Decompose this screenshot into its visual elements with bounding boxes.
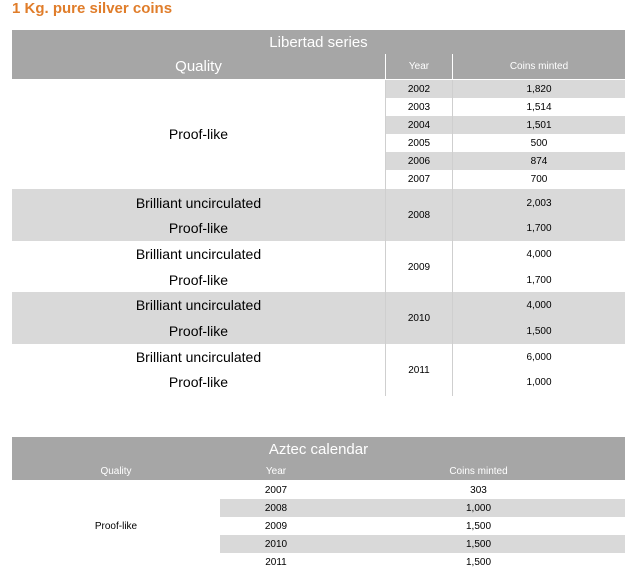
table-row-year: 2011 <box>265 556 287 568</box>
quality-label-bu: Brilliant uncirculated <box>135 349 262 365</box>
aztec-year-header: Year <box>220 462 332 480</box>
aztec-quality-label: Proof-like <box>94 520 138 532</box>
table-row-coins: 1,514 <box>526 101 552 113</box>
group-bu-coins: 4,000 <box>526 248 552 260</box>
quality-label-proof-like: Proof-like <box>168 220 229 236</box>
column-divider <box>452 80 453 396</box>
table-row-year: 2007 <box>264 484 288 496</box>
aztec-title: Aztec calendar <box>12 437 625 462</box>
quality-label-proof-like: Proof-like <box>168 323 229 339</box>
table-row-year: 2002 <box>386 80 452 98</box>
quality-label-bu: Brilliant uncirculated <box>135 195 262 211</box>
aztec-quality-header: Quality <box>12 462 220 480</box>
libertad-year-header: Year <box>386 54 452 79</box>
table-row-year: 2006 <box>386 152 452 170</box>
group-year: 2009 <box>407 261 431 273</box>
quality-label-proof-like: Proof-like <box>168 374 229 390</box>
table-row-coins: 700 <box>530 173 548 185</box>
quality-label-proof-like: Proof-like <box>168 272 229 288</box>
table-row-year: 2004 <box>386 116 452 134</box>
table-row-coins: 1,500 <box>465 556 492 568</box>
table-row-year: 2005 <box>407 137 431 149</box>
quality-label-bu: Brilliant uncirculated <box>135 246 262 262</box>
group-bu-coins: 6,000 <box>526 351 552 363</box>
libertad-coins-header: Coins minted <box>453 54 625 79</box>
table-row-year: 2003 <box>407 101 431 113</box>
group-pl-coins: 1,700 <box>526 222 552 234</box>
table-row-coins: 303 <box>470 484 487 496</box>
table-row-coins: 1,820 <box>453 80 625 98</box>
table-row-year: 2007 <box>407 173 431 185</box>
page-title: 1 Kg. pure silver coins <box>12 0 173 17</box>
libertad-title: Libertad series <box>12 30 625 54</box>
group-bu-coins: 2,003 <box>526 197 552 209</box>
group-pl-coins: 1,500 <box>526 325 552 337</box>
table-row-year: 2008 <box>220 499 332 517</box>
table-row-coins: 1,500 <box>465 520 492 532</box>
table-row-coins: 500 <box>530 137 548 149</box>
table-row-coins: 1,000 <box>332 499 625 517</box>
table-row-coins: 1,500 <box>332 535 625 553</box>
group-year: 2010 <box>407 312 431 324</box>
table-row-year: 2009 <box>264 520 288 532</box>
group-year: 2008 <box>407 209 431 221</box>
column-divider <box>385 80 386 396</box>
group-year: 2011 <box>408 364 430 376</box>
libertad-quality-header: Quality <box>12 54 385 79</box>
quality-label-bu: Brilliant uncirculated <box>135 297 262 313</box>
libertad-proof-like-label: Proof-like <box>168 126 229 142</box>
group-pl-coins: 1,700 <box>526 274 552 286</box>
table-row-coins: 874 <box>453 152 625 170</box>
table-row-coins: 1,501 <box>453 116 625 134</box>
aztec-coins-header: Coins minted <box>332 462 625 480</box>
group-bu-coins: 4,000 <box>526 299 552 311</box>
table-row-year: 2010 <box>220 535 332 553</box>
group-pl-coins: 1,000 <box>526 376 552 388</box>
